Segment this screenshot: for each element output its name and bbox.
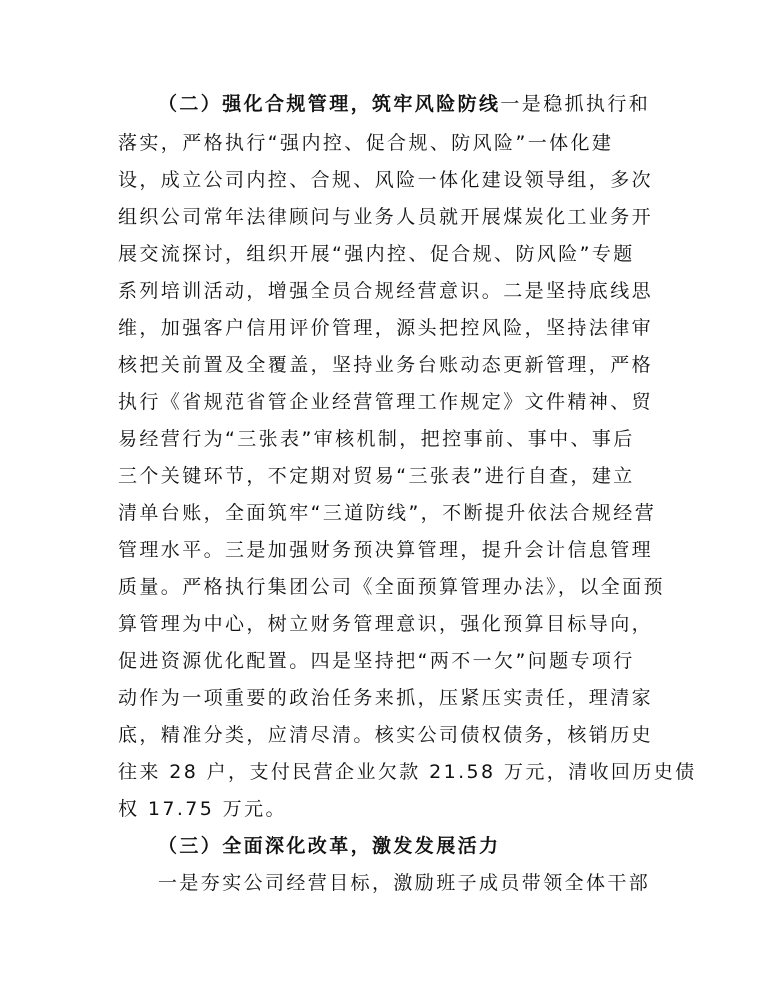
section-3-heading: （三）全面深化改革，激发发展活力: [158, 835, 501, 857]
body-line: 系列培训活动，增强全员合规经营意识。二是坚持底线思: [118, 280, 654, 302]
body-line: 落实，严格执行“强内控、促合规、防风险”一体化建: [118, 132, 614, 154]
body-line: 算管理为中心，树立财务管理意识，强化预算目标导向，: [118, 613, 654, 635]
body-line: 维，加强客户信用评价管理，源头把控风险，坚持法律审: [118, 317, 654, 339]
body-line: 三个关键环节，不定期对贸易“三张表”进行自查，建立: [118, 465, 635, 487]
body-line: 执行《省规范省管企业经营管理工作规定》文件精神、贸: [118, 391, 654, 413]
body-line: 管理水平。三是加强财务预决算管理，提升会计信息管理: [118, 539, 654, 561]
body-line: 质量。严格执行集团公司《全面预算管理办法》，以全面预: [118, 576, 665, 598]
body-line: 组织公司常年法律顾问与业务人员就开展煤炭化工业务开: [118, 206, 654, 228]
body-line: 展交流探讨，组织开展“强内控、促合规、防风险”专题: [118, 243, 635, 265]
body-line: 核把关前置及全覆盖，坚持业务台账动态更新管理，严格: [118, 354, 654, 376]
body-line: 清单台账，全面筑牢“三道防线”，不断提升依法合规经营: [118, 502, 657, 524]
body-line: 设，成立公司内控、合规、风险一体化建设领导组，多次: [118, 169, 654, 191]
section-3-line-1: 一是夯实公司经营目标，激励班子成员带领全体干部: [158, 872, 651, 894]
body-line: 权 17.75 万元。: [118, 798, 287, 820]
body-line: 动作为一项重要的政治任务来抓，压紧压实责任，理清家: [118, 687, 654, 709]
section-2-line-1: 一是稳抓执行和: [500, 93, 651, 115]
section-2-heading: （二）强化合规管理，筑牢风险防线: [158, 93, 501, 115]
body-line: 促进资源优化配置。四是坚持把“两不一欠”问题专项行: [118, 650, 635, 672]
section-2-first-line: [158, 92, 688, 116]
body-line: 底，精准分类，应清尽清。核实公司债权债务，核销历史: [118, 724, 654, 746]
body-line: 易经营行为“三张表”审核机制，把控事前、事中、事后: [118, 428, 635, 450]
body-line: 往来 28 户，支付民营企业欠款 21.58 万元，清收回历史债: [118, 761, 697, 783]
